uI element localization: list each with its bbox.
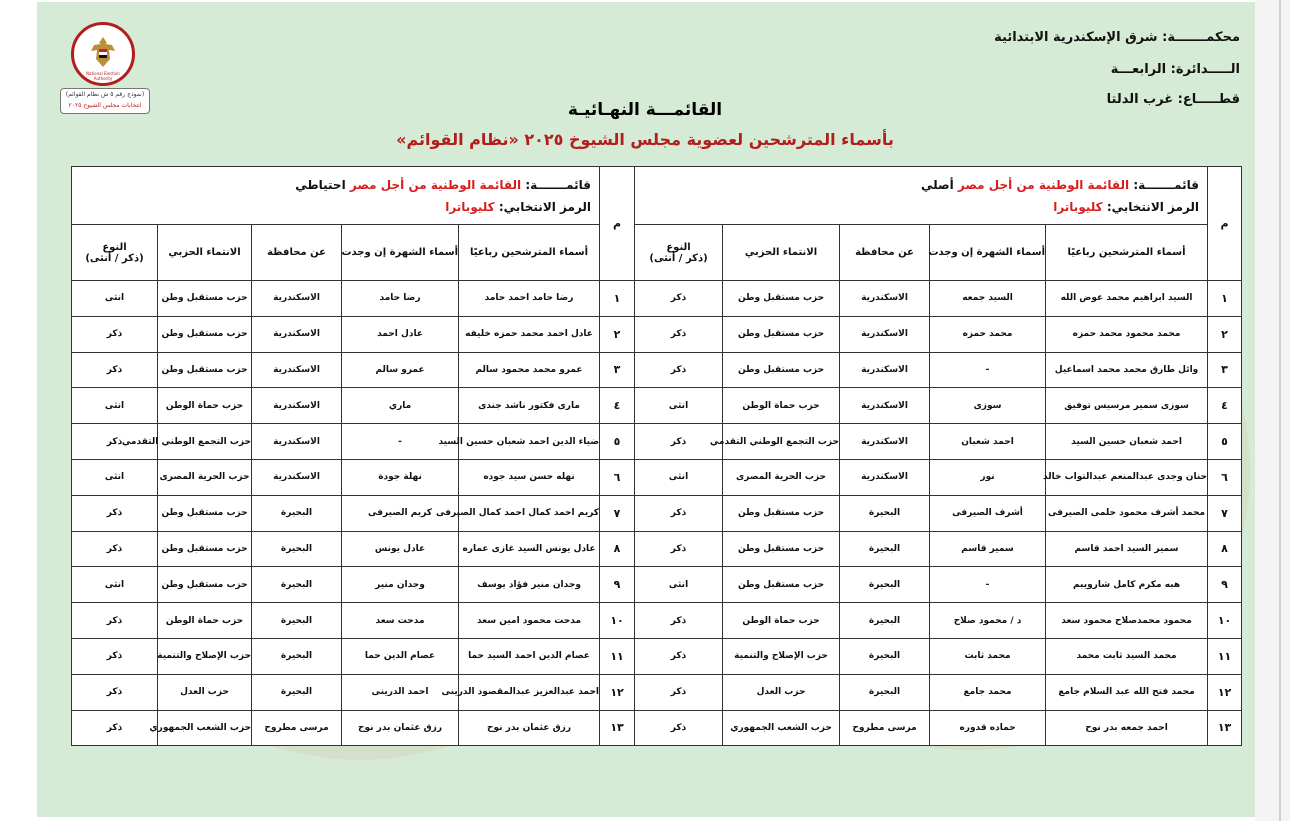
main-cell-name: حنان وجدى عبدالمنعم عبدالتواب خالد bbox=[1046, 459, 1208, 495]
reserve-list-label: قائمـــــــة: bbox=[525, 177, 592, 192]
main-cell-party: حزب العدل bbox=[723, 674, 840, 710]
col-party-reserve: الانتماء الحزبي bbox=[158, 225, 252, 281]
table-row bbox=[72, 603, 1242, 639]
reserve-cell-gov: مرسى مطروح bbox=[252, 710, 342, 746]
reserve-cell-fame: عصام الدين حما bbox=[342, 638, 459, 674]
reserve-symbol-label: الرمز الانتخابي: bbox=[498, 199, 592, 214]
sector-line: قطـــــاع: غرب الدلتا bbox=[1106, 92, 1240, 107]
reserve-cell-type: ذكر bbox=[72, 603, 158, 639]
reserve-cell-type: ذكر bbox=[72, 316, 158, 352]
reserve-cell-name: عادل يونس السيد غازى عماره bbox=[459, 531, 600, 567]
column-header-row bbox=[72, 225, 1242, 281]
main-cell-fame: محمد ثابت bbox=[930, 638, 1046, 674]
main-cell-gov: الاسكندرية bbox=[840, 316, 930, 352]
table-row bbox=[72, 388, 1242, 424]
main-cell-type: ذكر bbox=[635, 495, 723, 531]
main-cell-gov: الاسكندرية bbox=[840, 352, 930, 388]
main-cell-n: ٥ bbox=[1208, 424, 1242, 460]
main-cell-name: هبه مكرم كامل شارويبم bbox=[1046, 567, 1208, 603]
col-type-reserve-l1: النوع bbox=[102, 241, 127, 253]
main-cell-fame: أشرف الصيرفى bbox=[930, 495, 1046, 531]
main-list-label: قائمـــــــة: bbox=[1133, 177, 1200, 192]
reserve-cell-n: ١١ bbox=[600, 638, 635, 674]
col-gov-reserve: عن محافظة bbox=[252, 225, 342, 281]
reserve-cell-fame: عادل احمد bbox=[342, 316, 459, 352]
page-title: القائمـــة النهـائيـة bbox=[567, 100, 723, 120]
main-cell-party: حزب مستقبل وطن bbox=[723, 567, 840, 603]
main-cell-name: احمد جمعه بدر نوح bbox=[1046, 710, 1208, 746]
main-cell-gov: البحيرة bbox=[840, 674, 930, 710]
table-row bbox=[72, 316, 1242, 352]
col-type-main bbox=[635, 225, 723, 281]
reserve-cell-n: ٧ bbox=[600, 495, 635, 531]
reserve-cell-gov: البحيرة bbox=[252, 603, 342, 639]
reserve-cell-gov: البحيرة bbox=[252, 495, 342, 531]
reserve-cell-type: انثى bbox=[72, 459, 158, 495]
reserve-cell-fame: عادل يونس bbox=[342, 531, 459, 567]
table-row bbox=[72, 459, 1242, 495]
table-row bbox=[72, 495, 1242, 531]
main-cell-name: احمد شعبان حسين السيد bbox=[1046, 424, 1208, 460]
main-cell-fame: د / محمود صلاح bbox=[930, 603, 1046, 639]
table-row bbox=[72, 281, 1242, 317]
reserve-cell-fame: عمرو سالم bbox=[342, 352, 459, 388]
main-cell-n: ٧ bbox=[1208, 495, 1242, 531]
reserve-cell-party: حزب العدل bbox=[158, 674, 252, 710]
main-cell-n: ١٣ bbox=[1208, 710, 1242, 746]
table-row bbox=[72, 638, 1242, 674]
main-cell-n: ٦ bbox=[1208, 459, 1242, 495]
main-cell-n: ١١ bbox=[1208, 638, 1242, 674]
reserve-cell-party: حزب مستقبل وطن bbox=[158, 281, 252, 317]
main-cell-gov: البحيرة bbox=[840, 638, 930, 674]
court-value: شرق الإسكندرية الابتدائية bbox=[994, 30, 1158, 45]
main-cell-gov: الاسكندرية bbox=[840, 281, 930, 317]
main-cell-fame: - bbox=[930, 567, 1046, 603]
main-cell-gov: البحيرة bbox=[840, 603, 930, 639]
main-cell-n: ٢ bbox=[1208, 316, 1242, 352]
reserve-cell-type: انثى bbox=[72, 281, 158, 317]
main-cell-party: حزب حماة الوطن bbox=[723, 603, 840, 639]
col-party-main: الانتماء الحزبي bbox=[723, 225, 840, 281]
main-cell-n: ١ bbox=[1208, 281, 1242, 317]
main-cell-n: ٨ bbox=[1208, 531, 1242, 567]
form-line-1: (نموذج رقم ٥ ش نظام القوائم) bbox=[65, 91, 145, 98]
reserve-cell-name: رضا حامد احمد حامد bbox=[459, 281, 600, 317]
reserve-cell-name: كريم احمد كمال احمد كمال الصيرفى bbox=[459, 495, 600, 531]
main-cell-name: محمد السيد ثابت محمد bbox=[1046, 638, 1208, 674]
table-row bbox=[72, 567, 1242, 603]
main-cell-fame: سمير قاسم bbox=[930, 531, 1046, 567]
main-cell-n: ٩ bbox=[1208, 567, 1242, 603]
form-line-2: انتخابات مجلس الشيوخ ٢٠٢٥ bbox=[68, 102, 142, 109]
reserve-cell-party: حزب مستقبل وطن bbox=[158, 567, 252, 603]
col-name-reserve: أسماء المترشحين رباعيًا bbox=[459, 225, 600, 281]
reserve-cell-fame: وجدان منير bbox=[342, 567, 459, 603]
reserve-cell-gov: البحيرة bbox=[252, 567, 342, 603]
main-cell-name: وائل طارق محمد محمد اسماعيل bbox=[1046, 352, 1208, 388]
reserve-cell-gov: الاسكندرية bbox=[252, 281, 342, 317]
main-cell-name: السيد ابراهيم محمد عوض الله bbox=[1046, 281, 1208, 317]
col-type-main-l2: (ذكر / أنثى) bbox=[649, 252, 708, 264]
reserve-symbol: كليوباترا bbox=[445, 199, 495, 214]
main-cell-name: محمد فتح الله عبد السلام جامع bbox=[1046, 674, 1208, 710]
main-cell-name: سوزى سمير مرسيس توفيق bbox=[1046, 388, 1208, 424]
col-fame-main: أسماء الشهرة إن وجدت bbox=[930, 225, 1046, 281]
main-cell-n: ٣ bbox=[1208, 352, 1242, 388]
main-cell-fame: احمد شعبان bbox=[930, 424, 1046, 460]
main-cell-gov: الاسكندرية bbox=[840, 424, 930, 460]
main-cell-fame: نور bbox=[930, 459, 1046, 495]
reserve-cell-n: ١٠ bbox=[600, 603, 635, 639]
main-cell-party: حزب الشعب الجمهوري bbox=[723, 710, 840, 746]
main-cell-party: حزب مستقبل وطن bbox=[723, 495, 840, 531]
sector-label: قطـــــاع bbox=[1182, 92, 1240, 107]
eagle-emblem-icon bbox=[88, 35, 118, 71]
reserve-cell-n: ٦ bbox=[600, 459, 635, 495]
main-cell-type: ذكر bbox=[635, 674, 723, 710]
candidates-table bbox=[71, 166, 1242, 746]
main-cell-type: ذكر bbox=[635, 603, 723, 639]
main-cell-party: حزب مستقبل وطن bbox=[723, 352, 840, 388]
table-row bbox=[72, 352, 1242, 388]
reserve-cell-n: ٨ bbox=[600, 531, 635, 567]
main-cell-gov: الاسكندرية bbox=[840, 459, 930, 495]
main-cell-type: ذكر bbox=[635, 281, 723, 317]
reserve-cell-type: ذكر bbox=[72, 531, 158, 567]
reserve-cell-gov: الاسكندرية bbox=[252, 316, 342, 352]
col-m-main: م bbox=[1208, 167, 1242, 281]
main-cell-fame: - bbox=[930, 352, 1046, 388]
main-cell-type: ذكر bbox=[635, 710, 723, 746]
table-row bbox=[72, 710, 1242, 746]
reserve-cell-gov: البحيرة bbox=[252, 531, 342, 567]
reserve-cell-fame: نهلة جودة bbox=[342, 459, 459, 495]
reserve-cell-gov: الاسكندرية bbox=[252, 352, 342, 388]
reserve-cell-name: ضياء الدين احمد شعبان حسين السيد bbox=[459, 424, 600, 460]
main-list-name: القائمة الوطنية من أجل مصر bbox=[957, 177, 1130, 192]
main-cell-fame: سوزى bbox=[930, 388, 1046, 424]
col-gov-main: عن محافظة bbox=[840, 225, 930, 281]
reserve-cell-gov: البحيرة bbox=[252, 674, 342, 710]
main-cell-type: ذكر bbox=[635, 424, 723, 460]
main-cell-fame: محمد حمزه bbox=[930, 316, 1046, 352]
main-symbol-label: الرمز الانتخابي: bbox=[1106, 199, 1200, 214]
reserve-cell-type: ذكر bbox=[72, 638, 158, 674]
main-cell-name: محمود محمدصلاح محمود سعد bbox=[1046, 603, 1208, 639]
main-cell-party: حزب مستقبل وطن bbox=[723, 281, 840, 317]
main-cell-type: انثى bbox=[635, 388, 723, 424]
reserve-cell-fame: ماري bbox=[342, 388, 459, 424]
reserve-cell-name: مدحت محمود امين سعد bbox=[459, 603, 600, 639]
main-cell-party: حزب مستقبل وطن bbox=[723, 316, 840, 352]
reserve-cell-gov: الاسكندرية bbox=[252, 459, 342, 495]
main-cell-type: ذكر bbox=[635, 638, 723, 674]
main-symbol: كليوباترا bbox=[1053, 199, 1103, 214]
main-cell-gov: البحيرة bbox=[840, 531, 930, 567]
reserve-cell-n: ٩ bbox=[600, 567, 635, 603]
reserve-cell-name: نهله حسن سيد جوده bbox=[459, 459, 600, 495]
main-cell-fame: محمد جامع bbox=[930, 674, 1046, 710]
main-cell-n: ٤ bbox=[1208, 388, 1242, 424]
col-type-main-l1: النوع bbox=[666, 241, 691, 253]
reserve-cell-n: ٥ bbox=[600, 424, 635, 460]
col-fame-reserve: أسماء الشهرة إن وجدت bbox=[342, 225, 459, 281]
table-row bbox=[72, 424, 1242, 460]
reserve-cell-n: ٣ bbox=[600, 352, 635, 388]
sector-value: غرب الدلتا bbox=[1106, 92, 1174, 107]
list-header-row bbox=[72, 167, 1242, 225]
table-row bbox=[72, 531, 1242, 567]
main-cell-gov: البحيرة bbox=[840, 567, 930, 603]
court-line: محكمـــــــة: شرق الإسكندرية الابتدائية bbox=[994, 30, 1240, 45]
reserve-cell-name: مارى فكتور ناشد جندى bbox=[459, 388, 600, 424]
election-authority-logo bbox=[71, 22, 135, 86]
col-type-reserve-l2: (ذكر / أنثى) bbox=[85, 252, 144, 264]
table-row bbox=[72, 674, 1242, 710]
main-cell-type: ذكر bbox=[635, 316, 723, 352]
col-name-main: أسماء المترشحين رباعيًا bbox=[1046, 225, 1208, 281]
reserve-cell-party: حزب مستقبل وطن bbox=[158, 495, 252, 531]
page-edge bbox=[1255, 0, 1290, 821]
reserve-list-name: القائمة الوطنية من أجل مصر bbox=[349, 177, 522, 192]
reserve-cell-party: حزب مستقبل وطن bbox=[158, 352, 252, 388]
main-cell-name: سمير السيد احمد قاسم bbox=[1046, 531, 1208, 567]
main-cell-type: ذكر bbox=[635, 352, 723, 388]
reserve-cell-name: وجدان منير فؤاد يوسف bbox=[459, 567, 600, 603]
reserve-cell-party: حزب الشعب الجمهوري bbox=[158, 710, 252, 746]
reserve-cell-fame: كريم الصيرفى bbox=[342, 495, 459, 531]
main-cell-type: انثى bbox=[635, 459, 723, 495]
main-cell-party: حزب مستقبل وطن bbox=[723, 531, 840, 567]
reserve-cell-fame: - bbox=[342, 424, 459, 460]
main-cell-party: حزب الإصلاح والتنمية bbox=[723, 638, 840, 674]
reserve-cell-n: ٢ bbox=[600, 316, 635, 352]
reserve-cell-fame: رزق عثمان بدر نوح bbox=[342, 710, 459, 746]
reserve-cell-name: عادل احمد محمد حمزه خليفه bbox=[459, 316, 600, 352]
reserve-cell-name: عصام الدين احمد السيد حما bbox=[459, 638, 600, 674]
reserve-cell-type: انثى bbox=[72, 388, 158, 424]
reserve-cell-gov: البحيرة bbox=[252, 638, 342, 674]
main-list-type: أصلي bbox=[920, 177, 954, 192]
reserve-cell-party: حزب حماة الوطن bbox=[158, 603, 252, 639]
reserve-cell-name: احمد عبدالعزيز عبدالمقصود الدرينى bbox=[459, 674, 600, 710]
reserve-cell-n: ٤ bbox=[600, 388, 635, 424]
main-cell-type: ذكر bbox=[635, 531, 723, 567]
col-type-reserve bbox=[72, 225, 158, 281]
reserve-cell-gov: الاسكندرية bbox=[252, 388, 342, 424]
court-label: محكمـــــــة bbox=[1167, 30, 1240, 45]
district-label: الـــــدائرة bbox=[1175, 62, 1240, 77]
reserve-cell-party: حزب حماة الوطن bbox=[158, 388, 252, 424]
reserve-cell-party: حزب مستقبل وطن bbox=[158, 531, 252, 567]
main-cell-gov: الاسكندرية bbox=[840, 388, 930, 424]
reserve-cell-fame: رضا حامد bbox=[342, 281, 459, 317]
reserve-cell-gov: الاسكندرية bbox=[252, 424, 342, 460]
main-cell-gov: مرسى مطروح bbox=[840, 710, 930, 746]
reserve-cell-fame: مدحت سعد bbox=[342, 603, 459, 639]
reserve-cell-type: ذكر bbox=[72, 674, 158, 710]
reserve-cell-fame: احمد الدرينى bbox=[342, 674, 459, 710]
reserve-cell-n: ١ bbox=[600, 281, 635, 317]
reserve-cell-type: ذكر bbox=[72, 710, 158, 746]
main-cell-fame: السيد جمعه bbox=[930, 281, 1046, 317]
main-cell-name: محمد محمود محمد حمزه bbox=[1046, 316, 1208, 352]
main-cell-type: انثى bbox=[635, 567, 723, 603]
district-value: الرابعـــة bbox=[1110, 62, 1167, 77]
reserve-cell-n: ١٢ bbox=[600, 674, 635, 710]
main-cell-party: حزب الحرية المصرى bbox=[723, 459, 840, 495]
reserve-cell-type: ذكر bbox=[72, 495, 158, 531]
col-m-reserve: م bbox=[600, 167, 635, 281]
reserve-list-header bbox=[72, 167, 600, 225]
reserve-cell-party: حزب الحرية المصرى bbox=[158, 459, 252, 495]
logo-caption: National Election Authority bbox=[86, 71, 120, 81]
reserve-cell-name: رزق عثمان بدر نوح bbox=[459, 710, 600, 746]
reserve-cell-n: ١٣ bbox=[600, 710, 635, 746]
reserve-cell-type: ذكر bbox=[72, 352, 158, 388]
district-line: الـــــدائرة: الرابعـــة bbox=[1110, 62, 1240, 77]
main-list-header bbox=[635, 167, 1208, 225]
reserve-cell-type: انثى bbox=[72, 567, 158, 603]
reserve-cell-party: حزب مستقبل وطن bbox=[158, 316, 252, 352]
main-cell-party: حزب حماة الوطن bbox=[723, 388, 840, 424]
page-subtitle: بأسماء المترشحين لعضوية مجلس الشيوخ ٢٠٢٥ «نظام القوائم» bbox=[396, 130, 894, 149]
main-cell-n: ١٢ bbox=[1208, 674, 1242, 710]
main-cell-n: ١٠ bbox=[1208, 603, 1242, 639]
reserve-list-type: احتياطي bbox=[295, 177, 346, 192]
main-cell-gov: البحيرة bbox=[840, 495, 930, 531]
main-cell-fame: حماده قدوره bbox=[930, 710, 1046, 746]
reserve-cell-type: ذكر bbox=[72, 424, 158, 460]
reserve-cell-party: حزب التجمع الوطني التقدمي bbox=[158, 424, 252, 460]
reserve-cell-name: عمرو محمد محمود سالم bbox=[459, 352, 600, 388]
reserve-cell-party: حزب الإصلاح والتنمية bbox=[158, 638, 252, 674]
main-cell-name: محمد أشرف محمود حلمى الصيرفى bbox=[1046, 495, 1208, 531]
main-cell-party: حزب التجمع الوطني التقدمي bbox=[723, 424, 840, 460]
